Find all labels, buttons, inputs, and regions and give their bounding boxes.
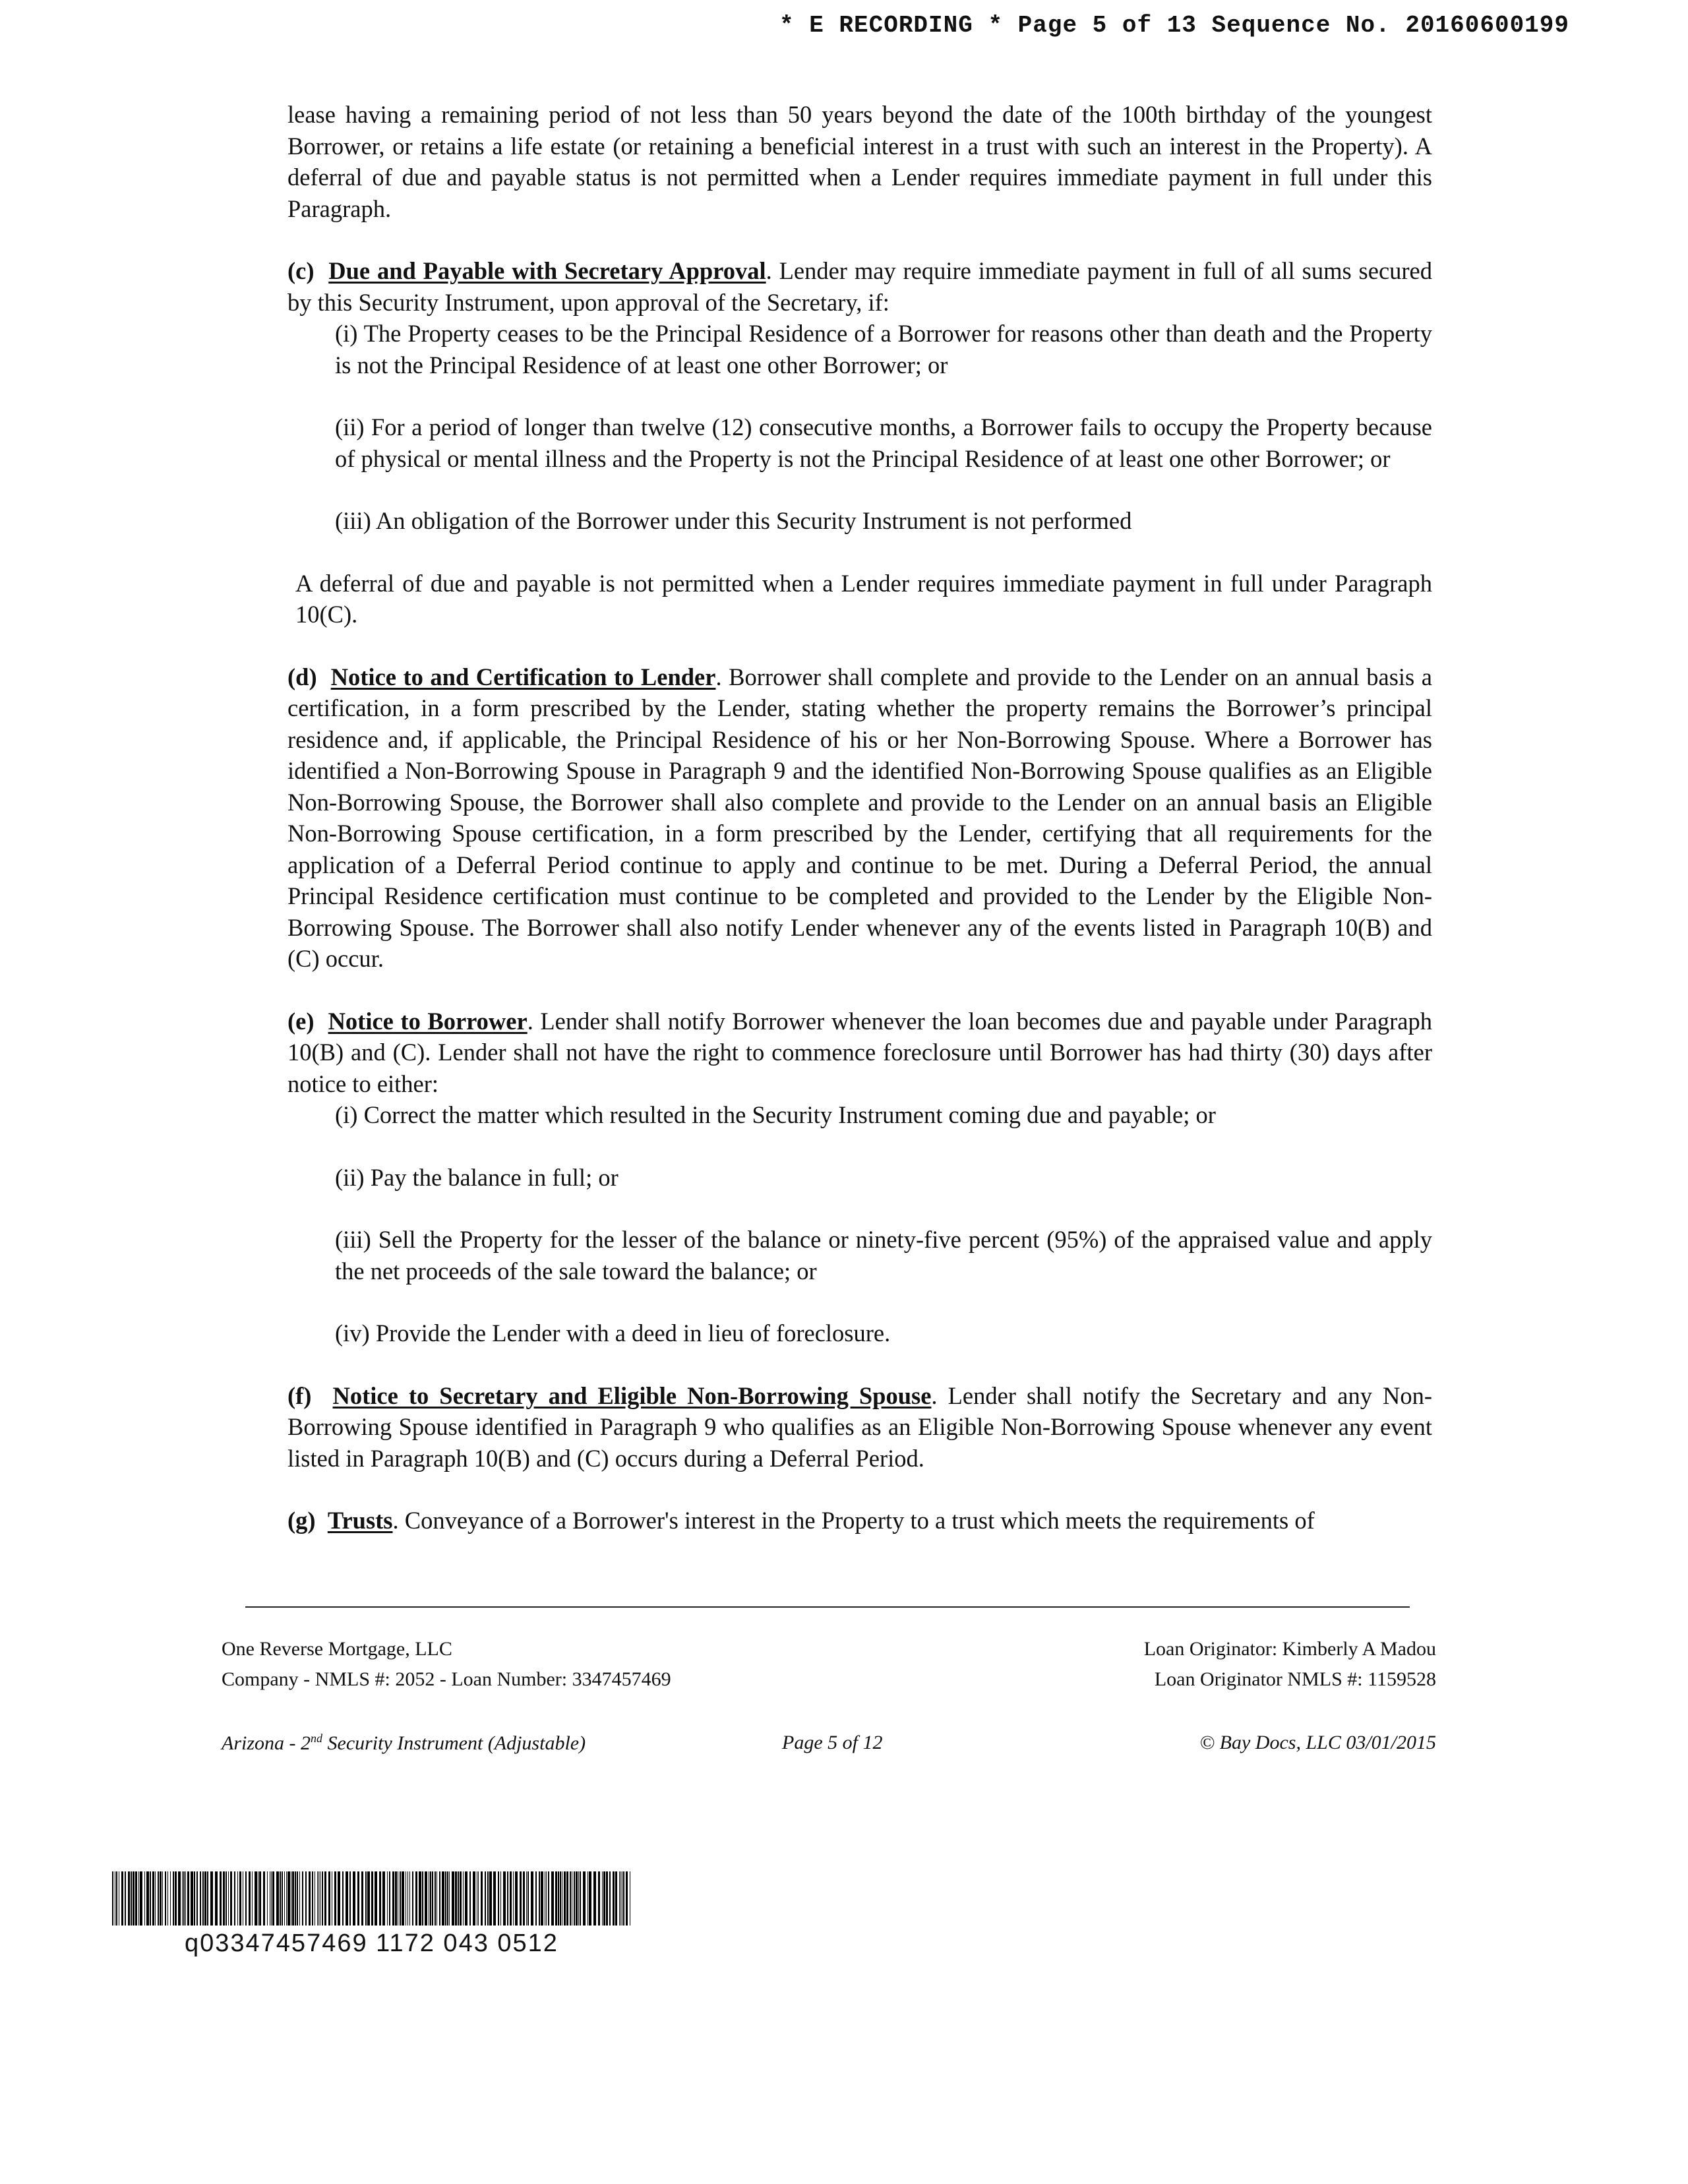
section-f-text: . Lender shall notify the Secretary and any Non-Borrowing Spouse identified in Paragraph 9 who qualifies as an Eligible Non-Borrowing Spouse whenever any event listed in Paragraph 10(B) and (C) occurs during a Deferral Period.	[287, 1381, 1432, 1472]
section-e-label: (e)	[287, 1007, 315, 1035]
paragraph-f	[287, 1380, 1432, 1474]
section-c-heading: Due and Payable with Secretary Approval	[328, 257, 766, 284]
section-c-item-ii: (ii) For a period of longer than twelve (12) consecutive months, a Borrower fails to occupy the Property because of physical or mental illness and the Property is not the Principal Residence of at least one other Borrower; or	[335, 413, 1432, 472]
section-e-item-iii: (iii) Sell the Property for the lesser of the balance or ninety-five percent (95%) of the appraised value and apply the net proceeds of the sale toward the balance; or	[335, 1226, 1432, 1285]
section-c-item-i: (i) The Property ceases to be the Principal Residence of a Borrower for reasons other than death and the Property is not the Principal Residence of at least one other Borrower; or	[335, 320, 1432, 379]
section-e-heading: Notice to Borrower	[328, 1007, 528, 1035]
paragraph-d	[287, 661, 1432, 975]
paragraph-g	[287, 1505, 1432, 1536]
form-title: Arizona - 2nd Security Instrument (Adjustable)	[222, 1732, 586, 1754]
section-e-item-i: (i) Correct the matter which resulted in the Security Instrument coming due and payable; or	[335, 1101, 1216, 1128]
section-c-note: A deferral of due and payable is not permitted when a Lender requires immediate payment in full under Paragraph 10(C).	[295, 569, 1432, 628]
section-d-heading: Notice to and Certification to Lender	[330, 663, 716, 690]
section-c-item-iii: (iii) An obligation of the Borrower under this Security Instrument is not performed	[335, 507, 1132, 534]
page-number: Page 5 of 12	[782, 1732, 883, 1753]
section-e-item-iv: (iv) Provide the Lender with a deed in lieu of foreclosure.	[335, 1320, 891, 1347]
footer-company: One Reverse Mortgage, LLC	[222, 1638, 452, 1660]
section-e-text: . Lender shall notify Borrower whenever the loan becomes due and payable under Paragraph 10(B) and (C). Lender shall not have the right to commence foreclosure until Borrower has had thirty (30) days after notice to either:	[287, 1007, 1433, 1097]
footer-originator-nmls: Loan Originator NMLS #: 1159528	[1154, 1668, 1436, 1690]
footer-divider	[245, 1606, 1410, 1608]
document-body	[287, 99, 1432, 1536]
section-g-label: (g)	[287, 1507, 316, 1534]
paragraph-c	[287, 255, 1432, 318]
barcode-icon	[112, 1871, 633, 1926]
barcode-number: q03347457469 1172 043 0512	[185, 1929, 558, 1957]
section-g-text: . Conveyance of a Borrower's interest in the Property to a trust which meets the requirements of	[392, 1507, 1315, 1534]
section-g-heading: Trusts	[327, 1507, 393, 1534]
section-d-label: (d)	[287, 663, 317, 690]
section-e-item-ii: (ii) Pay the balance in full; or	[335, 1163, 618, 1191]
recording-header: * E RECORDING * Page 5 of 13 Sequence No. 20160600199	[779, 12, 1569, 39]
section-f-label: (f)	[287, 1381, 312, 1409]
footer-originator: Loan Originator: Kimberly A Madou	[1143, 1638, 1436, 1660]
paragraph-intro: lease having a remaining period of not less than 50 years beyond the date of the 100th birthday of the youngest Borrower, or retains a life estate (or retaining a beneficial interest in a trust with such an interest in the Property). A deferral of due and payable status is not permitted when a Lender requires immediate payment in full under this Paragraph.	[287, 101, 1432, 222]
footer-company-nmls: Company - NMLS #: 2052 - Loan Number: 3347457469	[222, 1668, 671, 1690]
section-c-text: . Lender may require immediate payment in full of all sums secured by this Security Instrument, upon approval of the Secretary, if:	[287, 257, 1433, 316]
section-f-heading: Notice to Secretary and Eligible Non-Borrowing Spouse	[332, 1381, 932, 1409]
paragraph-e	[287, 1006, 1432, 1100]
section-c-label: (c)	[287, 257, 315, 284]
section-d-text: . Borrower shall complete and provide to the Lender on an annual basis a certification, in a form prescribed by the Lender, stating whether the property remains the Borrower’s principal residence and, if applicable, the Principal Residence of his or her Non-Borrowing Spouse. Where a Borrower has identified a Non-Borrowing Spouse in Paragraph 9 and the identified Non-Borrowing Spouse qualifies as an Eligible Non-Borrowing Spouse, the Borrower shall also complete and provide to the Lender on an annual basis an Eligible Non-Borrowing Spouse certification, in a form prescribed by the Lender, certifying that all requirements for the application of a Deferral Period continue to apply and continue to be met. During a Deferral Period, the annual Principal Residence certification must continue to be completed and provided to the Lender by the Eligible Non-Borrowing Spouse. The Borrower shall also notify Lender whenever any of the events listed in Paragraph 10(B) and (C) occur.	[287, 663, 1432, 972]
copyright: © Bay Docs, LLC 03/01/2015	[1199, 1732, 1436, 1753]
